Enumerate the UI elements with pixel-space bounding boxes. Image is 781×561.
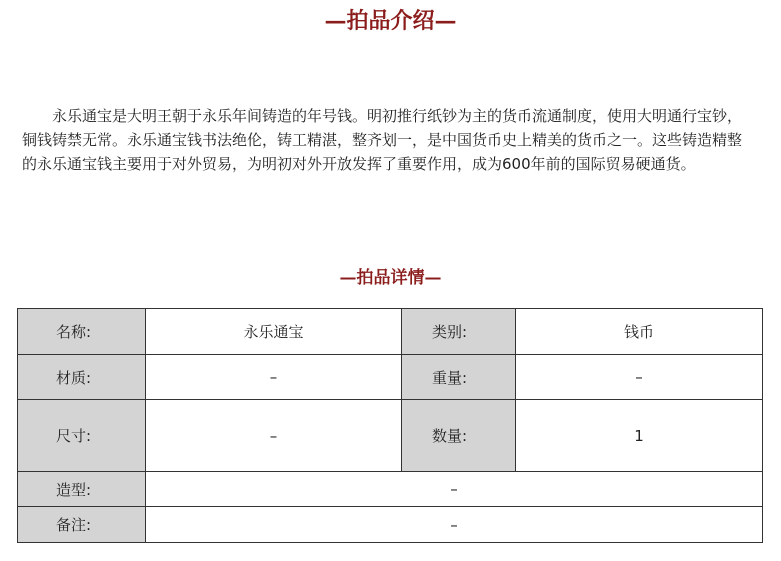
quantity-label: 数量: <box>402 400 516 472</box>
category-label: 类别: <box>402 309 516 355</box>
intro-section-title: —拍品介绍— <box>324 8 457 34</box>
size-value: – <box>146 400 402 472</box>
material-label: 材质: <box>18 355 146 400</box>
table-row <box>18 309 763 355</box>
name-value: 永乐通宝 <box>146 309 402 355</box>
quantity-value: 1 <box>516 400 763 472</box>
category-value: 钱币 <box>516 309 763 355</box>
table-row <box>18 400 763 472</box>
table-row <box>18 355 763 400</box>
remarks-value: – <box>146 507 763 543</box>
shape-value: – <box>146 472 763 507</box>
material-value: – <box>146 355 402 400</box>
table-row <box>18 472 763 507</box>
remarks-label: 备注: <box>18 507 146 543</box>
details-table <box>17 308 763 543</box>
weight-value: – <box>516 355 763 400</box>
size-label: 尺寸: <box>18 400 146 472</box>
intro-paragraph: 永乐通宝是大明王朝于永乐年间铸造的年号钱。明初推行纸钞为主的货币流通制度，使用大明通行宝钞，铜钱铸禁无常。永乐通宝钱书法绝伦，铸工精湛，整齐划一，是中国货币史上精美的货币之一。这些铸造精整的永乐通宝钱主要用于对外贸易，为明初对外开放发挥了重要作用，成为600年前的国际贸易硬通货。 <box>22 107 743 173</box>
shape-label: 造型: <box>18 472 146 507</box>
name-label: 名称: <box>18 309 146 355</box>
weight-label: 重量: <box>402 355 516 400</box>
table-row <box>18 507 763 543</box>
details-section-title: —拍品详情— <box>339 268 442 288</box>
